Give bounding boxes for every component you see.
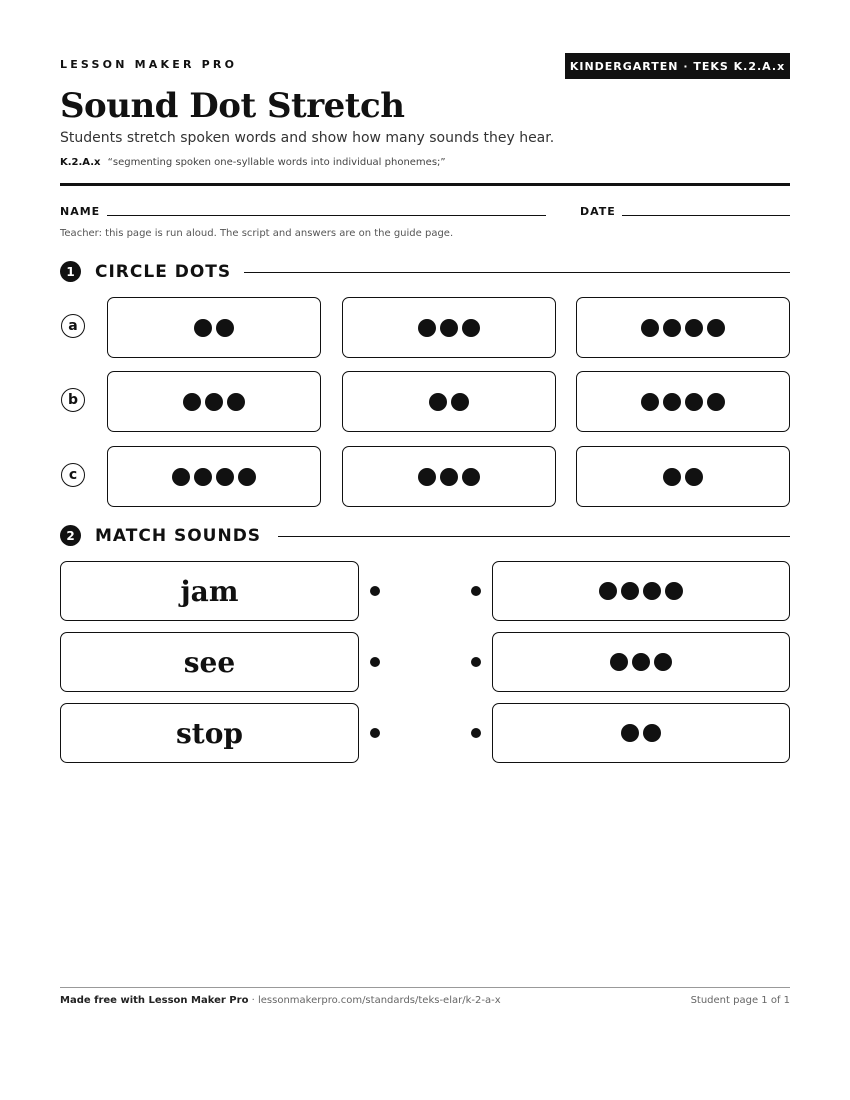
match-point-left[interactable] — [370, 586, 380, 596]
dot-group — [621, 724, 661, 742]
sound-dot — [216, 468, 234, 486]
sound-dot — [238, 468, 256, 486]
dot-card[interactable] — [342, 371, 556, 432]
dot-card[interactable] — [107, 371, 321, 432]
match-word: jam — [180, 574, 239, 608]
footer-divider — [60, 987, 790, 988]
sound-dot — [685, 468, 703, 486]
match-point-left[interactable] — [370, 657, 380, 667]
sound-dot — [643, 724, 661, 742]
dot-card[interactable] — [342, 446, 556, 507]
sound-dot — [227, 393, 245, 411]
dot-card[interactable] — [107, 446, 321, 507]
section-title: MATCH SOUNDS — [95, 525, 262, 546]
sound-dot — [183, 393, 201, 411]
dot-group — [172, 468, 256, 486]
sound-dot — [440, 468, 458, 486]
section-2-header — [60, 525, 261, 546]
sound-dot — [663, 393, 681, 411]
name-field[interactable] — [107, 215, 546, 216]
sound-dot — [643, 582, 661, 600]
brand-name: LESSON MAKER PRO — [60, 58, 238, 71]
sound-dot — [707, 393, 725, 411]
sound-dot — [663, 468, 681, 486]
dot-card[interactable] — [107, 297, 321, 358]
standard-line — [60, 157, 446, 168]
page-subtitle: Students stretch spoken words and show how many sounds they hear. — [60, 130, 555, 146]
footer-url: · lessonmakerpro.com/standards/teks-elar/k-2-a-x — [248, 995, 501, 1006]
dot-group — [641, 319, 725, 337]
footer-made-with: Made free with Lesson Maker Pro — [60, 995, 249, 1006]
dot-card[interactable] — [576, 446, 790, 507]
date-label: DATE — [580, 205, 616, 218]
section-number: 2 — [60, 525, 81, 546]
sound-dot — [610, 653, 628, 671]
match-point-left[interactable] — [370, 728, 380, 738]
section-title: CIRCLE DOTS — [95, 261, 232, 282]
sound-dot — [418, 468, 436, 486]
sound-dot — [685, 319, 703, 337]
row-label: b — [61, 388, 85, 412]
dot-group — [641, 393, 725, 411]
dot-group — [663, 468, 703, 486]
dot-group — [429, 393, 469, 411]
sound-dot — [632, 653, 650, 671]
match-word: see — [183, 645, 236, 679]
match-word: stop — [176, 716, 243, 750]
sound-dot — [216, 319, 234, 337]
sound-dot — [440, 319, 458, 337]
section-rule — [278, 536, 790, 537]
match-point-right[interactable] — [471, 586, 481, 596]
section-1-header — [60, 261, 231, 282]
sound-dot — [707, 319, 725, 337]
sound-dot — [194, 468, 212, 486]
dot-card[interactable] — [492, 703, 790, 763]
date-field[interactable] — [622, 215, 790, 216]
page-title: Sound Dot Stretch — [60, 86, 405, 126]
match-point-right[interactable] — [471, 657, 481, 667]
dot-group — [194, 319, 234, 337]
standard-text: “segmenting spoken one-syllable words into individual phonemes;” — [107, 157, 446, 168]
sound-dot — [462, 319, 480, 337]
sound-dot — [641, 393, 659, 411]
sound-dot — [194, 319, 212, 337]
sound-dot — [621, 582, 639, 600]
match-point-right[interactable] — [471, 728, 481, 738]
sound-dot — [641, 319, 659, 337]
grade-badge: KINDERGARTEN · TEKS K.2.A.x — [565, 53, 790, 79]
sound-dot — [462, 468, 480, 486]
section-rule — [244, 272, 790, 273]
dot-card[interactable] — [576, 371, 790, 432]
word-card[interactable] — [60, 632, 359, 692]
dot-group — [610, 653, 672, 671]
section-number: 1 — [60, 261, 81, 282]
dot-group — [183, 393, 245, 411]
word-card[interactable] — [60, 561, 359, 621]
sound-dot — [599, 582, 617, 600]
header-divider — [60, 183, 790, 186]
word-card[interactable] — [60, 703, 359, 763]
dot-card[interactable] — [342, 297, 556, 358]
teacher-note: Teacher: this page is run aloud. The script and answers are on the guide page. — [60, 228, 454, 239]
row-label: c — [61, 463, 85, 487]
sound-dot — [663, 319, 681, 337]
sound-dot — [205, 393, 223, 411]
sound-dot — [665, 582, 683, 600]
dot-card[interactable] — [492, 632, 790, 692]
dot-card[interactable] — [492, 561, 790, 621]
footer-credit — [60, 995, 501, 1006]
sound-dot — [685, 393, 703, 411]
dot-group — [418, 468, 480, 486]
standard-code: K.2.A.x — [60, 157, 101, 168]
sound-dot — [451, 393, 469, 411]
sound-dot — [172, 468, 190, 486]
dot-group — [599, 582, 683, 600]
name-label: NAME — [60, 205, 101, 218]
sound-dot — [654, 653, 672, 671]
sound-dot — [418, 319, 436, 337]
sound-dot — [429, 393, 447, 411]
sound-dot — [621, 724, 639, 742]
row-label: a — [61, 314, 85, 338]
dot-group — [418, 319, 480, 337]
dot-card[interactable] — [576, 297, 790, 358]
page-number: Student page 1 of 1 — [690, 995, 790, 1006]
